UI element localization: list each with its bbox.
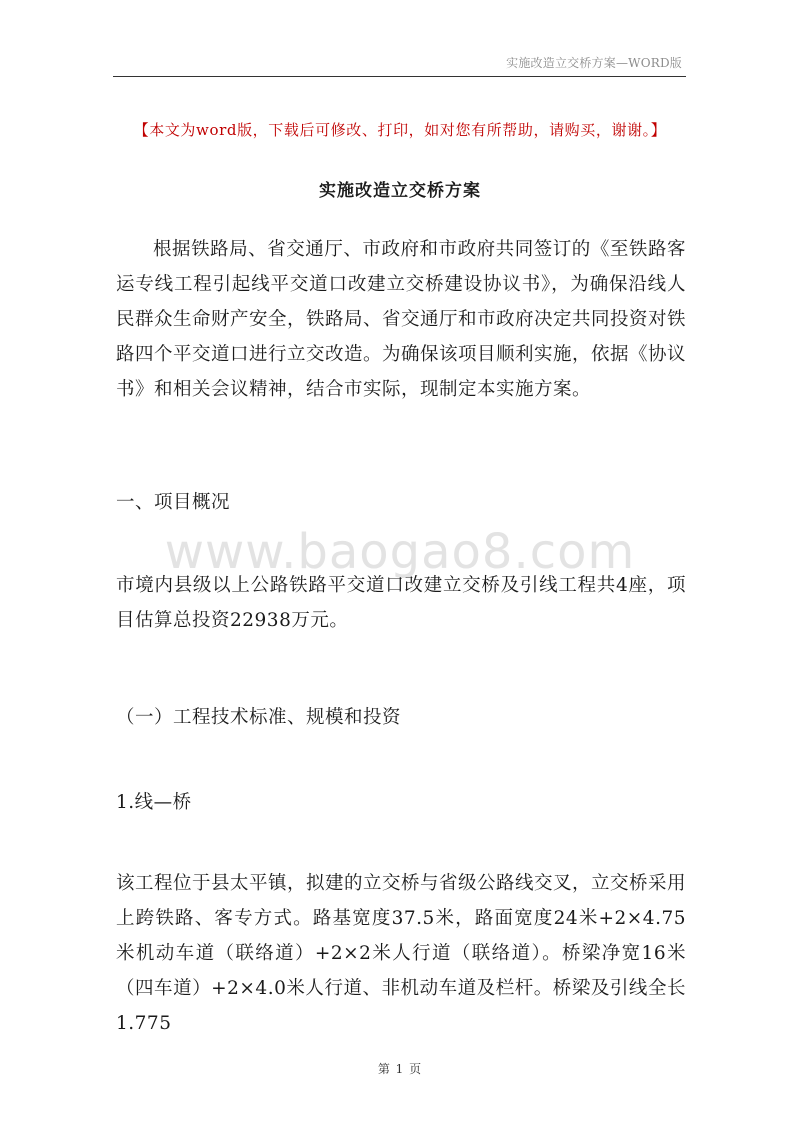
- header-divider: [113, 76, 686, 77]
- overview-paragraph: 市境内县级以上公路铁路平交道口改建立交桥及引线工程共4座，项目估算总投资22938万元。: [116, 575, 686, 631]
- intro-paragraph: 根据铁路局、省交通厅、市政府和市政府共同签订的《至铁路客运专线工程引起线平交道口改建立交桥建设协议书》，为确保沿线人民群众生命财产安全，铁路局、省交通厅和市政府决定共同投资对铁路四个平交道口进行立交改造。为确保该项目顺利实施，依据《协议书》和相关会议精神，结合市实际，现制定本实施方案。: [116, 239, 687, 400]
- page-number: 第 1 页: [377, 1062, 423, 1076]
- watermark: www.baogao8.com: [164, 524, 636, 580]
- running-header: 实施改造立交桥方案—WORD版: [506, 56, 682, 70]
- document-title: 实施改造立交桥方案: [319, 181, 481, 201]
- subsection-heading-standards: （一）工程技术标准、规模和投资: [116, 707, 402, 728]
- bridge-detail-paragraph: 该工程位于县太平镇，拟建的立交桥与省级公路线交叉，立交桥采用上跨铁路、客专方式。路基宽度37.5米，路面宽度24米+2×4.75米机动车道（联络道）+2×2米人行道（联络道）。桥梁净宽16米（四车道）+2×4.0米人行道、非机动车道及栏杆。桥梁及引线全长1.775: [116, 873, 687, 1034]
- item-heading-line-bridge: 1.线—桥: [116, 792, 192, 813]
- download-notice: 【本文为word版，下载后可修改、打印，如对您有所帮助，请购买，谢谢。】: [133, 121, 667, 139]
- section-heading-project-overview: 一、项目概况: [116, 492, 231, 513]
